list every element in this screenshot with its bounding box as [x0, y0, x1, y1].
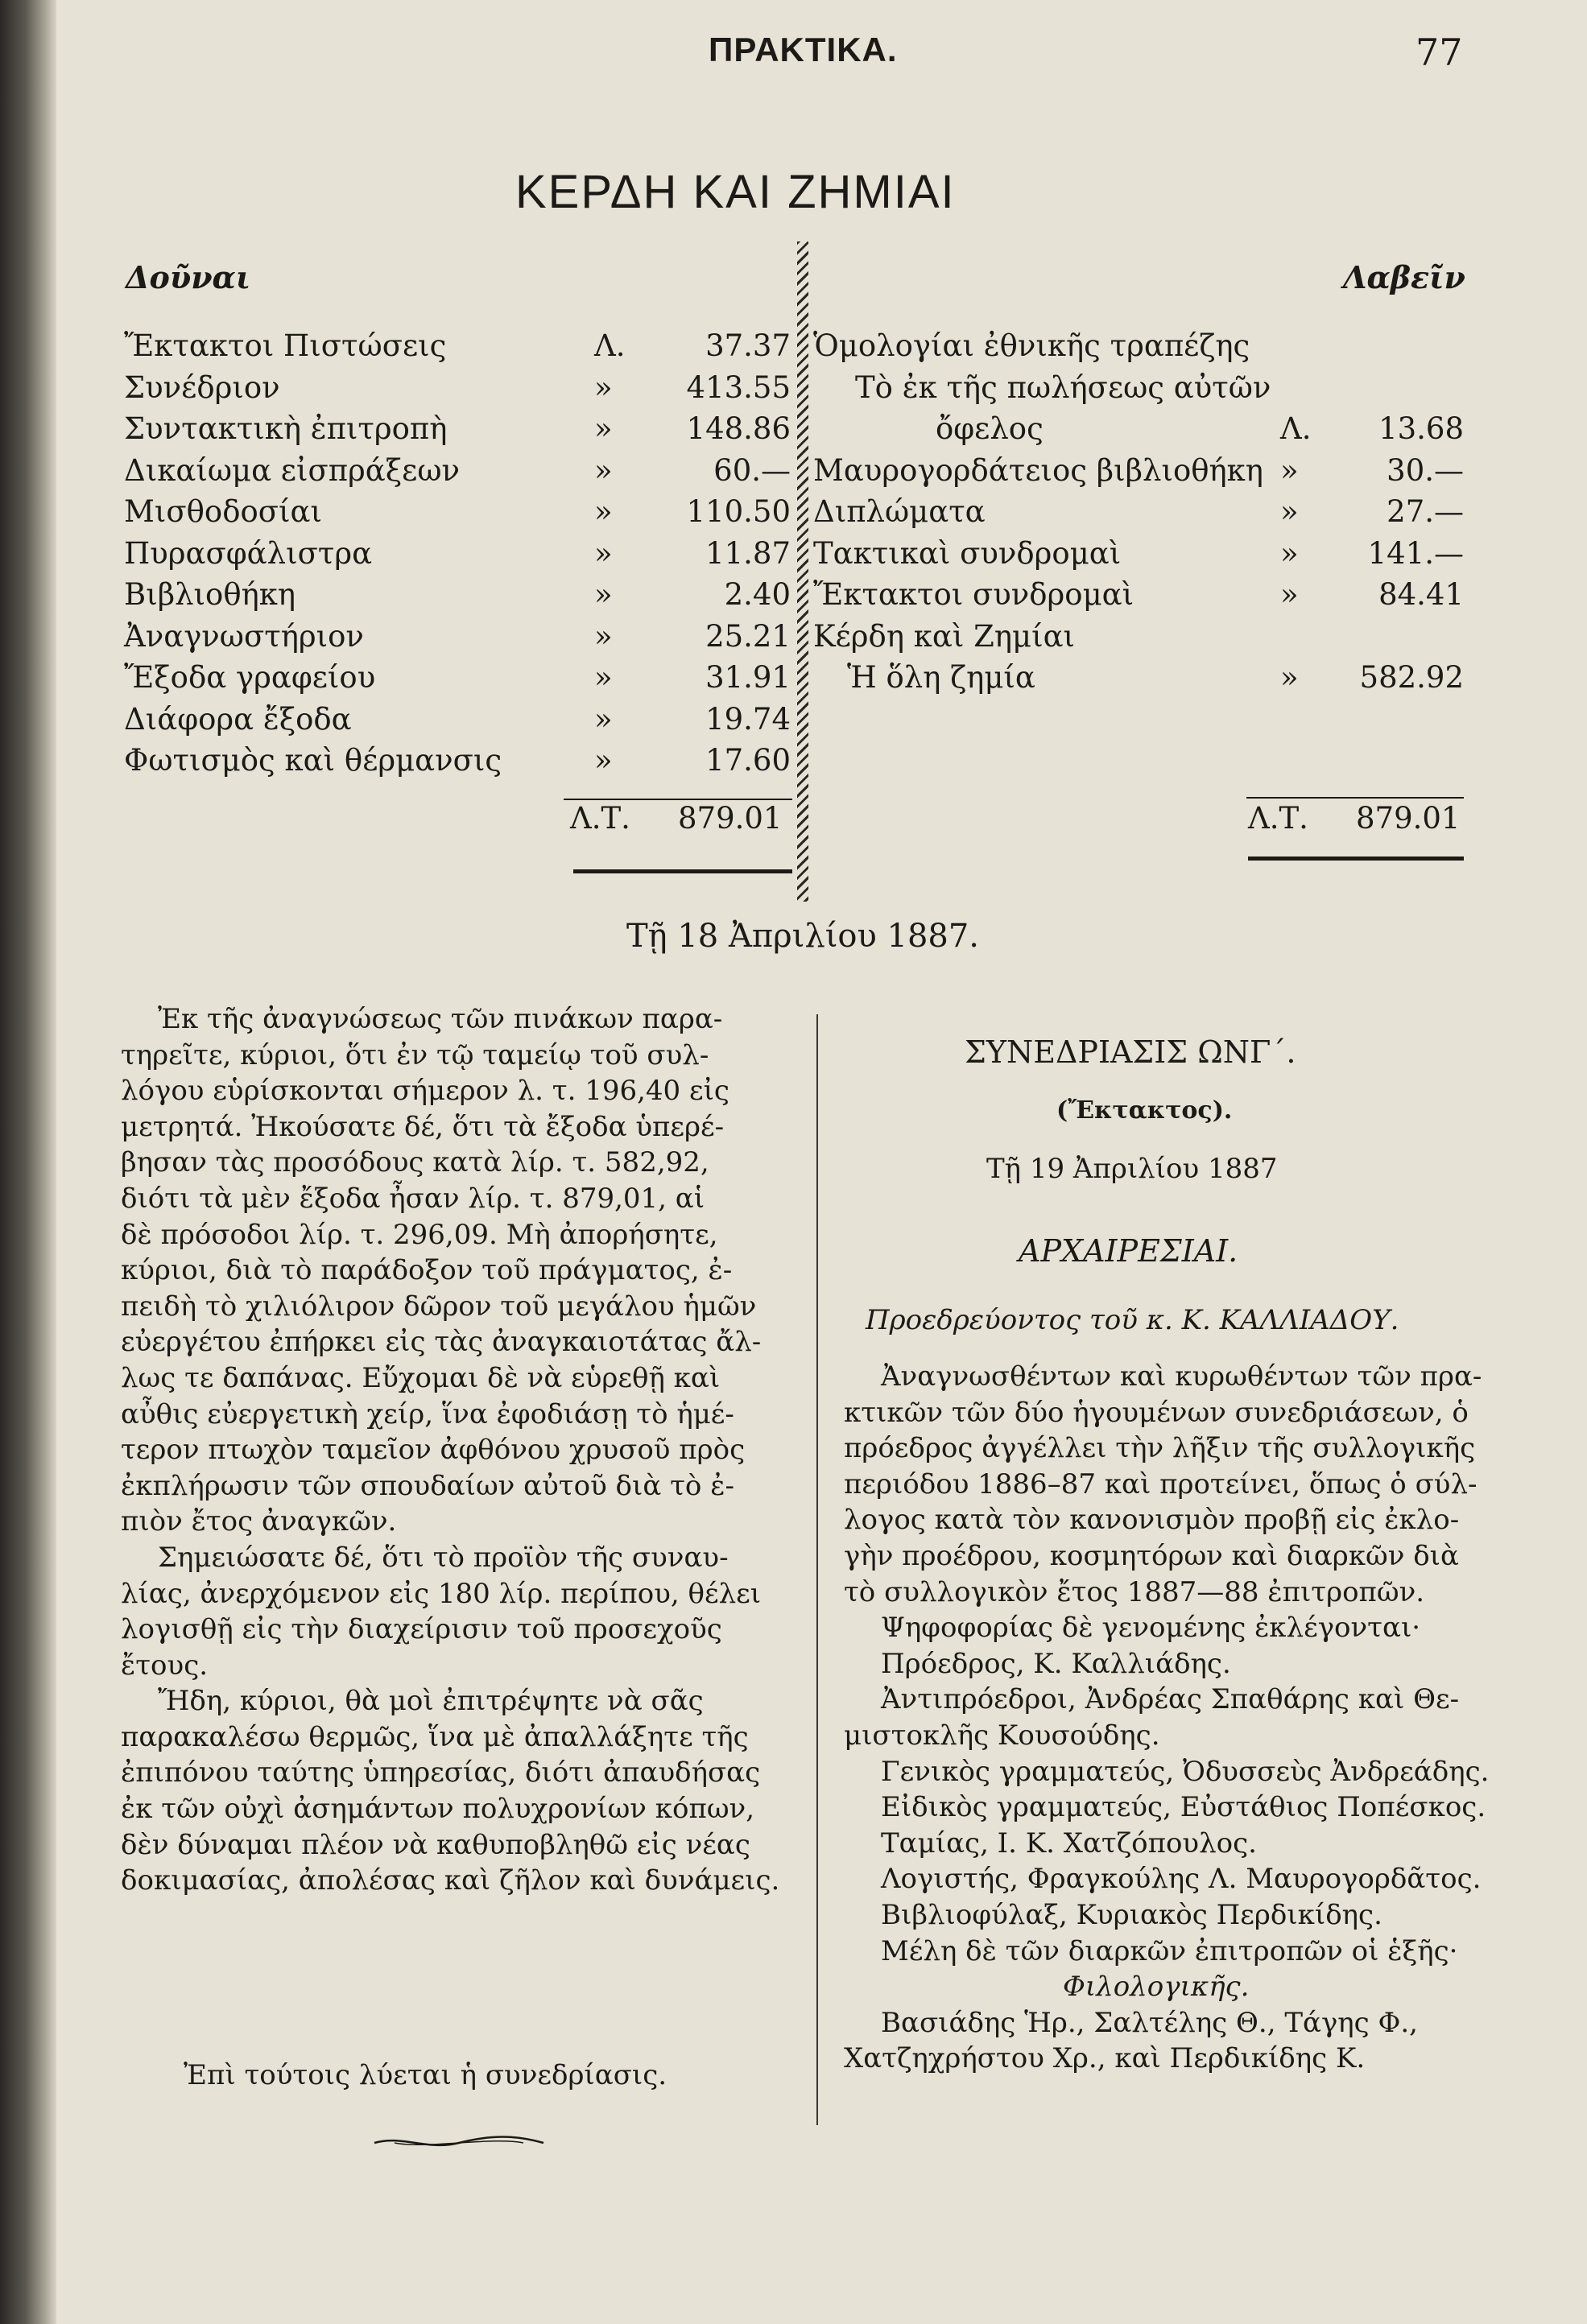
report-line: κύριοι, διὰ τὸ παράδοξον τοῦ πράγματος, ἐ- [121, 1254, 733, 1287]
ledger-debit-row-label: Μισθοδοσίαι [124, 494, 323, 529]
minutes-line: Βασιάδης Ἡρ., Σαλτέλης Θ., Τάγης Φ., [881, 2006, 1418, 2039]
minutes-line: κτικῶν τῶν δύο ἡγουμένων συνεδριάσεων, ὁ [844, 1396, 1469, 1429]
ledger-credit-row-label: Ὁμολογίαι ἐθνικῆς τραπέζης [813, 328, 1250, 363]
ledger-credit-double-rule [1248, 857, 1464, 861]
minutes-line: Πρόεδρος, Κ. Καλλιάδης. [881, 1647, 1231, 1680]
report-line: τηρεῖτε, κύριοι, ὅτι ἐν τῷ ταμείῳ τοῦ συλ- [121, 1038, 709, 1071]
ledger-credit-row-label: Κέρδη καὶ Ζημίαι [813, 618, 1076, 654]
ledger-credit-row-mark: » [1280, 577, 1299, 612]
report-line: δὲ πρόσοδοι λίρ. τ. 296,09. Μὴ ἀπορήσητε, [121, 1218, 718, 1251]
report-line: μετρητά. Ἠκούσατε δέ, ὅτι τὰ ἔξοδα ὑπερέ- [121, 1110, 725, 1143]
ledger-debit-row-label: Ἀναγνωστήριον [124, 618, 364, 654]
section-title: ΑΡΧΑΙΡΕΣΙΑΙ. [1019, 1233, 1238, 1269]
ledger-debit-row-label: Συντακτικὴ ἐπιτροπὴ [124, 411, 448, 446]
ledger-debit-row-mark: » [594, 535, 613, 571]
ledger-debit-row-amount: 25.21 [705, 618, 791, 654]
ledger-credit-total-amount: 879.01 [1356, 801, 1461, 836]
ledger-debit-row-label: Διάφορα ἔξοδα [124, 701, 352, 737]
ledger-debit-row-label: Βιβλιοθήκη [124, 577, 296, 612]
ledger-credit-heading: Λαβεῖν [1343, 259, 1465, 295]
ledger-credit-row-mark: Λ. [1280, 411, 1312, 446]
ledger-credit-row-mark: » [1280, 660, 1299, 695]
report-line: λως τε δαπάνας. Εὔχομαι δὲ νὰ εὑρεθῇ καὶ [121, 1361, 721, 1394]
ledger-credit-row-label: Μαυρογορδάτειος βιβλιοθήκη [813, 452, 1263, 488]
report-line: λίας, ἀνερχόμενον εἰς 180 λίρ. περίπου, θέλει [121, 1577, 762, 1610]
report-line: ἐκ τῶν οὐχὶ ἀσημάντων πολυχρονίων κόπων, [121, 1793, 755, 1826]
ledger-debit-row-amount: 413.55 [686, 369, 791, 405]
report-line: εὐεργέτου ἐπήρκει εἰς τὰς ἀναγκαιοτάτας ἄλ- [121, 1326, 762, 1359]
ledger-credit-row-mark: » [1280, 452, 1299, 488]
ledger-credit-row-label: Ἡ ὅλη ζημία [847, 660, 1035, 695]
minutes-line: Μέλη δὲ τῶν διαρκῶν ἐπιτροπῶν οἱ ἑξῆς· [881, 1934, 1458, 1967]
report-line: πειδὴ τὸ χιλιόλιρον δῶρον τοῦ μεγάλου ἡμῶν [121, 1290, 757, 1323]
column-divider [816, 1014, 818, 2125]
presiding-line: Προεδρεύοντος τοῦ κ. Κ. ΚΑΛΛΙΑΔΟΥ. [866, 1304, 1399, 1336]
report-line: αὖθις εὐεργετικὴ χείρ, ἵνα ἐφοδιάσῃ τὸ ἡμέ- [121, 1397, 734, 1430]
ornament-divider [370, 2132, 548, 2154]
report-line: ἐπιπόνου ταύτης ὑπηρεσίας, διότι ἀπαυδήσας [121, 1756, 761, 1789]
ledger-credit-row-label: Τὸ ἐκ τῆς πωλήσεως αὐτῶν [855, 369, 1271, 405]
report-line: Ἐκ τῆς ἀναγνώσεως τῶν πινάκων παρα- [158, 1003, 723, 1035]
minutes-line: Εἰδικὸς γραμματεύς, Εὐστάθιος Ποπέσκος. [881, 1791, 1486, 1824]
minutes-line: Ἀναγνωσθέντων καὶ κυρωθέντων τῶν πρα- [881, 1360, 1482, 1393]
ledger-debit-row-label: Συνέδριον [124, 369, 280, 405]
ledger-debit-row-amount: 148.86 [686, 411, 791, 446]
ledger-credit-row-mark: » [1280, 535, 1299, 571]
ledger-debit-row-amount: 17.60 [705, 743, 791, 778]
report-line: παρακαλέσω θερμῶς, ἵνα μὲ ἀπαλλάξητε τῆς [121, 1720, 749, 1753]
session-kind: (Ἔκτακτος). [1056, 1096, 1233, 1125]
minutes-line: Φιλολογικῆς. [1063, 1971, 1250, 2004]
session-date: Τῇ 19 Ἀπριλίου 1887 [986, 1153, 1278, 1185]
ledger-debit-row-label: Πυρασφάλιστρα [124, 535, 373, 571]
ledger-date: Τῇ 18 Ἀπριλίου 1887. [626, 918, 980, 955]
running-header: ΠΡΑΚΤΙΚΑ. [709, 31, 898, 68]
report-line: λόγου εὑρίσκονται σήμερον λ. τ. 196,40 εἰς [121, 1075, 729, 1108]
ledger-debit-row-amount: 60.— [713, 452, 791, 488]
ledger-debit-row-label: Δικαίωμα εἰσπράξεων [124, 452, 461, 488]
minutes-line: γὴν προέδρου, κοσμητόρων καὶ διαρκῶν διὰ [844, 1539, 1459, 1572]
ledger-credit-row-label: Τακτικαὶ συνδρομαὶ [813, 535, 1122, 571]
ledger-debit-row-mark: » [594, 494, 613, 529]
page-title: ΚΕΡΔΗ ΚΑΙ ΖΗΜΙΑΙ [515, 166, 956, 218]
minutes-line: Χατζηχρήστου Χρ., καὶ Περδικίδης Κ. [844, 2042, 1366, 2075]
ledger-credit-row-amount: 84.41 [1378, 577, 1464, 612]
ledger-debit-row-amount: 19.74 [705, 701, 791, 737]
ledger-debit-row-label: Ἔκτακτοι Πιστώσεις [124, 328, 447, 363]
report-line: δὲν δύναμαι πλέον νὰ καθυποβληθῶ εἰς νέας [121, 1828, 750, 1861]
ledger-debit-double-rule [573, 869, 792, 873]
ledger-credit-row-amount: 13.68 [1378, 411, 1464, 446]
ledger-credit-total-rule [1246, 797, 1464, 799]
report-line: τερον πτωχὸν ταμεῖον ἀφθόνου χρυσοῦ πρὸς [121, 1434, 746, 1467]
ledger-debit-row-mark: » [594, 369, 613, 405]
minutes-line: πρόεδρος ἀγγέλλει τὴν λῆξιν τῆς συλλογικῆς [844, 1432, 1476, 1465]
ledger-debit-row-amount: 110.50 [686, 494, 791, 529]
session-minutes-column [844, 1359, 1536, 2077]
ledger-debit-row-mark: » [594, 577, 613, 612]
treasurer-report-column [121, 1001, 805, 1899]
page-gutter-shadow [0, 0, 56, 2324]
minutes-line: τὸ συλλογικὸν ἔτος 1887—88 ἐπιτροπῶν. [844, 1575, 1425, 1608]
ledger-debit-total-mark: Λ.Τ. [570, 801, 630, 836]
ledger-debit-row-mark: » [594, 411, 613, 446]
ledger-credit-row-amount: 30.— [1387, 452, 1464, 488]
session-title: ΣΥΝΕΔΡΙΑΣΙΣ ΩΝΓ΄. [965, 1034, 1296, 1070]
ledger-credit-row-amount: 27.— [1387, 494, 1464, 529]
ledger-debit-row-mark: » [594, 701, 613, 737]
report-line: πιὸν ἔτος ἀναγκῶν. [121, 1505, 397, 1538]
minutes-line: μιστοκλῆς Κουσούδης. [844, 1719, 1160, 1752]
report-line: δοκιμασίας, ἀπολέσας καὶ ζῆλον καὶ δυνάμεις. [121, 1864, 780, 1897]
ledger-debit-row-mark: Λ. [594, 328, 626, 363]
ledger-debit-row-mark: » [594, 618, 613, 654]
ledger-debit-row-label: Φωτισμὸς καὶ θέρμανσις [124, 743, 502, 778]
ledger-debit-row-mark: » [594, 452, 613, 488]
ledger-credit-total-mark: Λ.Τ. [1248, 801, 1308, 836]
ledger-credit-row-amount: 141.— [1367, 535, 1464, 571]
ledger-debit-row-amount: 11.87 [705, 535, 791, 571]
report-line: βησαν τὰς προσόδους κατὰ λίρ. τ. 582,92, [121, 1146, 709, 1179]
ledger-debit-row-amount: 2.40 [724, 577, 791, 612]
ledger-center-divider [797, 241, 808, 902]
minutes-line: Γενικὸς γραμματεύς, Ὀδυσσεὺς Ἀνδρεάδης. [881, 1755, 1490, 1788]
ledger-credit-row-mark: » [1280, 494, 1299, 529]
ledger-debit-row-mark: » [594, 743, 613, 778]
ledger-debit-total-amount: 879.01 [678, 801, 783, 836]
minutes-line: Ἀντιπρόεδροι, Ἀνδρέας Σπαθάρης καὶ Θε- [881, 1683, 1460, 1716]
minutes-line: Λογιστής, Φραγκούλης Λ. Μαυρογορδᾶτος. [881, 1863, 1482, 1896]
ledger-debit-row-amount: 31.91 [705, 660, 791, 695]
report-line: Ἤδη, κύριοι, θὰ μοὶ ἐπιτρέψητε νὰ σᾶς [158, 1685, 704, 1718]
minutes-line: Ταμίας, Ι. Κ. Χατζόπουλος. [881, 1827, 1257, 1860]
report-line: Σημειώσατε δέ, ὅτι τὸ προϊὸν τῆς συναυ- [158, 1541, 729, 1574]
minutes-line: Βιβλιοφύλαξ, Κυριακὸς Περδικίδης. [881, 1898, 1382, 1931]
report-line: ἔτους. [121, 1649, 209, 1682]
ledger-credit-row-label: Διπλώματα [813, 494, 986, 529]
minutes-line: Ψηφοφορίας δὲ γενομένης ἐκλέγονται· [881, 1612, 1421, 1645]
ledger-debit-total-rule [564, 799, 792, 800]
ledger-debit-row-amount: 37.37 [705, 328, 791, 363]
report-line: ἐκπλήρωσιν τῶν σπουδαίων αὐτοῦ διὰ τὸ ἐ- [121, 1469, 734, 1502]
minutes-line: περιόδου 1886–87 καὶ προτείνει, ὅπως ὁ σύλ- [844, 1467, 1477, 1500]
ledger-credit-row-label: Ἔκτακτοι συνδρομαὶ [813, 577, 1134, 612]
closing-line: Ἐπὶ τούτοις λύεται ἡ συνεδρίασις. [184, 2059, 667, 2091]
page-number: 77 [1415, 31, 1463, 74]
minutes-line: λογος κατὰ τὸν κανονισμὸν προβῇ εἰς ἐκλο- [844, 1504, 1460, 1537]
report-line: διότι τὰ μὲν ἔξοδα ἦσαν λίρ. τ. 879,01, αἱ [121, 1182, 705, 1215]
report-line: λογισθῇ εἰς τὴν διαχείρισιν τοῦ προσεχοῦς [121, 1613, 722, 1646]
ledger-debit-row-mark: » [594, 660, 613, 695]
ledger-credit-row-amount: 582.92 [1359, 660, 1464, 695]
ledger-credit-row-label: ὄφελος [936, 411, 1044, 446]
ledger-debit-heading: Δοῦναι [126, 259, 251, 295]
ledger-debit-row-label: Ἔξοδα γραφείου [124, 660, 376, 695]
